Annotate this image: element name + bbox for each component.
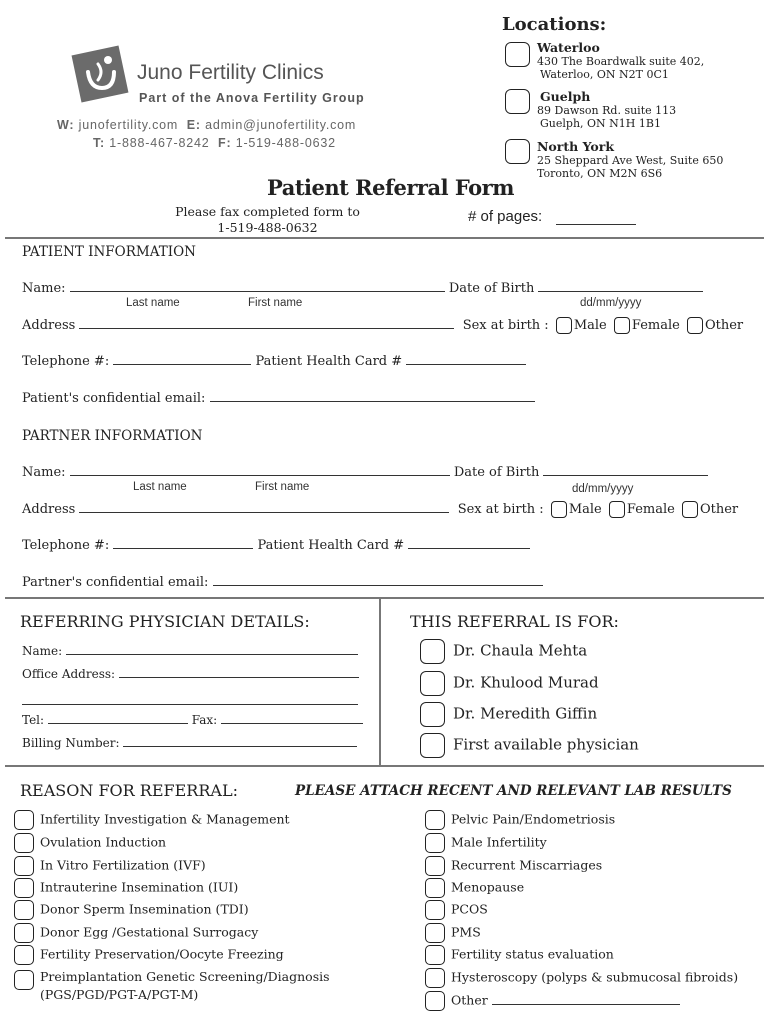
reason-label: Donor Sperm Insemination (TDI) [40, 901, 249, 917]
logo-mark-icon [68, 42, 132, 106]
partner-health-card-input[interactable] [408, 547, 530, 549]
physician-name-input[interactable] [66, 653, 358, 655]
web-label: W: [57, 118, 75, 132]
reason-checkbox[interactable] [425, 991, 445, 1011]
location-address-2: Waterloo, ON N2T 0C1 [540, 68, 669, 81]
reason-label: Other [451, 992, 488, 1008]
reason-label: In Vitro Fertilization (IVF) [40, 857, 206, 873]
reason-checkbox[interactable] [425, 833, 445, 853]
reason-pelvic-pain[interactable] [425, 810, 615, 830]
reason-checkbox[interactable] [14, 833, 34, 853]
referral-option-first-available[interactable] [420, 733, 639, 758]
patient-health-card-label: Patient Health Card # [255, 354, 403, 369]
partner-phone-input[interactable] [113, 547, 253, 549]
reason-label: Infertility Investigation & Management [40, 811, 290, 827]
location-address-1: 430 The Boardwalk suite 402, [537, 55, 705, 68]
partner-sex-other-label: Other [699, 502, 739, 517]
reason-donor-egg[interactable] [14, 923, 258, 943]
patient-dob-label: Date of Birth [448, 281, 535, 296]
location-address-2: Guelph, ON N1H 1B1 [540, 117, 661, 130]
partner-sex-label: Sex at birth : [457, 502, 544, 517]
reason-checkbox[interactable] [14, 900, 34, 920]
physician-name-label: Name: [22, 644, 63, 658]
brand-name: Juno Fertility Clinics [137, 61, 324, 84]
patient-heading: PATIENT INFORMATION [22, 244, 196, 260]
patient-dob-input[interactable] [538, 290, 703, 292]
divider [5, 237, 764, 239]
reason-label: Fertility status evaluation [451, 946, 614, 962]
reason-label: Hysteroscopy (polyps & submucosal fibroids) [451, 969, 739, 985]
reason-checkbox[interactable] [14, 970, 34, 990]
partner-sex-male-label: Male [568, 502, 602, 517]
reason-checkbox[interactable] [425, 968, 445, 988]
email-value: admin@junofertility.com [205, 118, 357, 132]
patient-address-label: Address [22, 318, 76, 333]
murad-label: Dr. Khulood Murad [453, 673, 599, 692]
brand-tagline: Part of the Anova Fertility Group [139, 91, 365, 105]
reason-hysteroscopy[interactable] [425, 968, 738, 988]
patient-phone-input[interactable] [113, 363, 251, 365]
partner-sex-other-checkbox[interactable] [682, 501, 698, 518]
physician-tel-input[interactable] [48, 722, 188, 724]
divider [5, 765, 764, 767]
pages-label: # of pages: [468, 208, 543, 225]
partner-name-row [22, 465, 708, 480]
reason-checkbox[interactable] [14, 810, 34, 830]
reason-fertility-status[interactable] [425, 945, 614, 965]
physician-name-row [22, 644, 358, 658]
location-address-1: 89 Dawson Rd. suite 113 [537, 104, 677, 117]
reason-pcos[interactable] [425, 900, 488, 920]
partner-email-label: Partner's confidential email: [22, 575, 209, 590]
referral-option-murad[interactable] [420, 671, 599, 696]
partner-phone-label: Telephone #: [22, 538, 110, 553]
guelph-checkbox[interactable] [505, 89, 530, 114]
partner-name-label: Name: [22, 465, 66, 480]
partner-sex-female-checkbox[interactable] [609, 501, 625, 518]
reason-ovulation[interactable] [14, 833, 166, 853]
patient-email-label: Patient's confidential email: [22, 391, 206, 406]
locations-title: Locations: [502, 14, 607, 35]
web-value: junofertility.com [78, 118, 179, 132]
reason-label: Menopause [451, 879, 525, 895]
reason-label: PMS [451, 924, 481, 940]
physician-billing-label: Billing Number: [22, 736, 120, 750]
reason-menopause[interactable] [425, 878, 524, 898]
physician-billing-row [22, 736, 357, 750]
location-address-2: Toronto, ON M2N 6S6 [537, 167, 663, 180]
reason-heading: REASON FOR REFERRAL: [20, 781, 238, 800]
reason-checkbox[interactable] [14, 923, 34, 943]
physician-heading: REFERRING PHYSICIAN DETAILS: [20, 612, 310, 631]
reason-infertility[interactable] [14, 810, 290, 830]
waterloo-checkbox[interactable] [505, 42, 530, 67]
partner-address-row [22, 501, 738, 518]
referral-for-heading: THIS REFERRAL IS FOR: [410, 612, 619, 631]
contact-line-2 [93, 136, 336, 150]
giffin-checkbox[interactable] [420, 702, 445, 727]
contact-line-1 [57, 118, 356, 132]
partner-dob-label: Date of Birth [453, 465, 540, 480]
reason-label: Fertility Preservation/Oocyte Freezing [40, 946, 284, 962]
partner-health-card-label: Patient Health Card # [257, 538, 405, 553]
patient-name-row [22, 281, 703, 296]
patient-name-input[interactable] [70, 290, 445, 292]
logo [68, 42, 132, 106]
patient-first-name-hint: First name [248, 297, 303, 309]
patient-name-label: Name: [22, 281, 66, 296]
reason-label: Donor Egg /Gestational Surrogacy [40, 924, 259, 940]
patient-address-row [22, 317, 743, 334]
reason-iui[interactable] [14, 878, 238, 898]
lab-results-note: PLEASE ATTACH RECENT AND RELEVANT LAB RESULTS [295, 783, 732, 799]
partner-address-label: Address [22, 502, 76, 517]
reason-checkbox[interactable] [425, 945, 445, 965]
patient-phone-row [22, 354, 526, 369]
referral-option-giffin[interactable] [420, 702, 597, 727]
partner-name-input[interactable] [70, 474, 450, 476]
partner-last-name-hint: Last name [133, 481, 187, 493]
physician-billing-input[interactable] [123, 745, 357, 747]
physician-office-label: Office Address: [22, 667, 116, 681]
patient-sex-other-label: Other [704, 318, 744, 333]
fax-instruction-line-1: Please fax completed form to [175, 204, 360, 219]
reason-ivf[interactable] [14, 856, 206, 876]
fax-label: F: [218, 136, 232, 150]
patient-sex-female-checkbox[interactable] [614, 317, 630, 334]
patient-email-row [22, 391, 535, 406]
patient-dob-hint: dd/mm/yyyy [580, 297, 642, 309]
patient-email-input[interactable] [210, 400, 535, 402]
reason-checkbox[interactable] [425, 900, 445, 920]
phone-value: 1-888-467-8242 [109, 136, 210, 150]
murad-checkbox[interactable] [420, 671, 445, 696]
reason-label: Pelvic Pain/Endometriosis [451, 811, 616, 827]
physician-tel-label: Tel: [22, 713, 45, 727]
partner-first-name-hint: First name [255, 481, 310, 493]
location-name: Waterloo [537, 40, 600, 55]
first-available-checkbox[interactable] [420, 733, 445, 758]
vertical-divider [379, 598, 381, 765]
reason-fertility-preservation[interactable] [14, 945, 284, 965]
reason-checkbox[interactable] [14, 878, 34, 898]
patient-phone-label: Telephone #: [22, 354, 110, 369]
mehta-checkbox[interactable] [420, 639, 445, 664]
reason-checkbox[interactable] [14, 856, 34, 876]
reason-tdi[interactable] [14, 900, 249, 920]
physician-fax-label: Fax: [191, 713, 218, 727]
reason-checkbox[interactable] [425, 810, 445, 830]
partner-dob-hint: dd/mm/yyyy [572, 483, 634, 495]
fax-instruction-line-2: 1-519-488-0632 [217, 220, 318, 235]
patient-health-card-input[interactable] [406, 363, 526, 365]
partner-sex-female-label: Female [626, 502, 675, 517]
mehta-label: Dr. Chaula Mehta [453, 641, 588, 660]
referral-option-mehta[interactable] [420, 639, 587, 664]
physician-tel-row [22, 713, 363, 727]
partner-email-input[interactable] [213, 584, 543, 586]
pages-input[interactable] [556, 223, 636, 225]
partner-email-row [22, 575, 543, 590]
fax-value: 1-519-488-0632 [235, 136, 336, 150]
patient-address-input[interactable] [79, 327, 454, 329]
reason-label: PCOS [451, 901, 488, 917]
patient-sex-male-checkbox[interactable] [556, 317, 572, 334]
phone-label: T: [93, 136, 106, 150]
email-label: E: [186, 118, 201, 132]
physician-office-input[interactable] [119, 676, 359, 678]
patient-sex-label: Sex at birth : [462, 318, 549, 333]
reason-pgs[interactable] [14, 968, 330, 1004]
partner-dob-input[interactable] [543, 474, 708, 476]
reason-checkbox[interactable] [425, 878, 445, 898]
north-york-checkbox[interactable] [505, 139, 530, 164]
location-name: North York [537, 139, 614, 154]
reason-label: Preimplantation Genetic Screening/Diagnosis [40, 969, 330, 984]
partner-heading: PARTNER INFORMATION [22, 428, 203, 444]
partner-sex-male-checkbox[interactable] [551, 501, 567, 518]
form-title: Patient Referral Form [267, 175, 514, 200]
patient-sex-other-checkbox[interactable] [687, 317, 703, 334]
reason-other-input[interactable] [492, 1003, 680, 1005]
physician-fax-input[interactable] [221, 722, 363, 724]
reason-other[interactable] [425, 991, 680, 1011]
reason-label: Recurrent Miscarriages [451, 857, 603, 873]
fax-instruction [160, 204, 375, 236]
partner-address-input[interactable] [79, 511, 449, 513]
reason-recurrent-miscarriages[interactable] [425, 856, 602, 876]
physician-office-row [22, 667, 359, 681]
reason-label: Ovulation Induction [40, 834, 167, 850]
location-address-1: 25 Sheppard Ave West, Suite 650 [537, 154, 724, 167]
first-available-label: First available physician [453, 735, 639, 754]
reason-checkbox[interactable] [14, 945, 34, 965]
patient-sex-male-label: Male [573, 318, 607, 333]
reason-checkbox[interactable] [425, 923, 445, 943]
patient-last-name-hint: Last name [126, 297, 180, 309]
physician-office-input-line-2[interactable] [22, 703, 358, 705]
reason-label-line-2: (PGS/PGD/PGT-A/PGT-M) [40, 987, 199, 1002]
reason-label: Male Infertility [451, 834, 547, 850]
giffin-label: Dr. Meredith Giffin [453, 704, 598, 723]
reason-pms[interactable] [425, 923, 481, 943]
location-name: Guelph [540, 89, 591, 104]
patient-sex-female-label: Female [631, 318, 680, 333]
reason-checkbox[interactable] [425, 856, 445, 876]
reason-male-infertility[interactable] [425, 833, 547, 853]
partner-phone-row [22, 538, 530, 553]
divider [5, 597, 764, 599]
reason-label: Intrauterine Insemination (IUI) [40, 879, 239, 895]
